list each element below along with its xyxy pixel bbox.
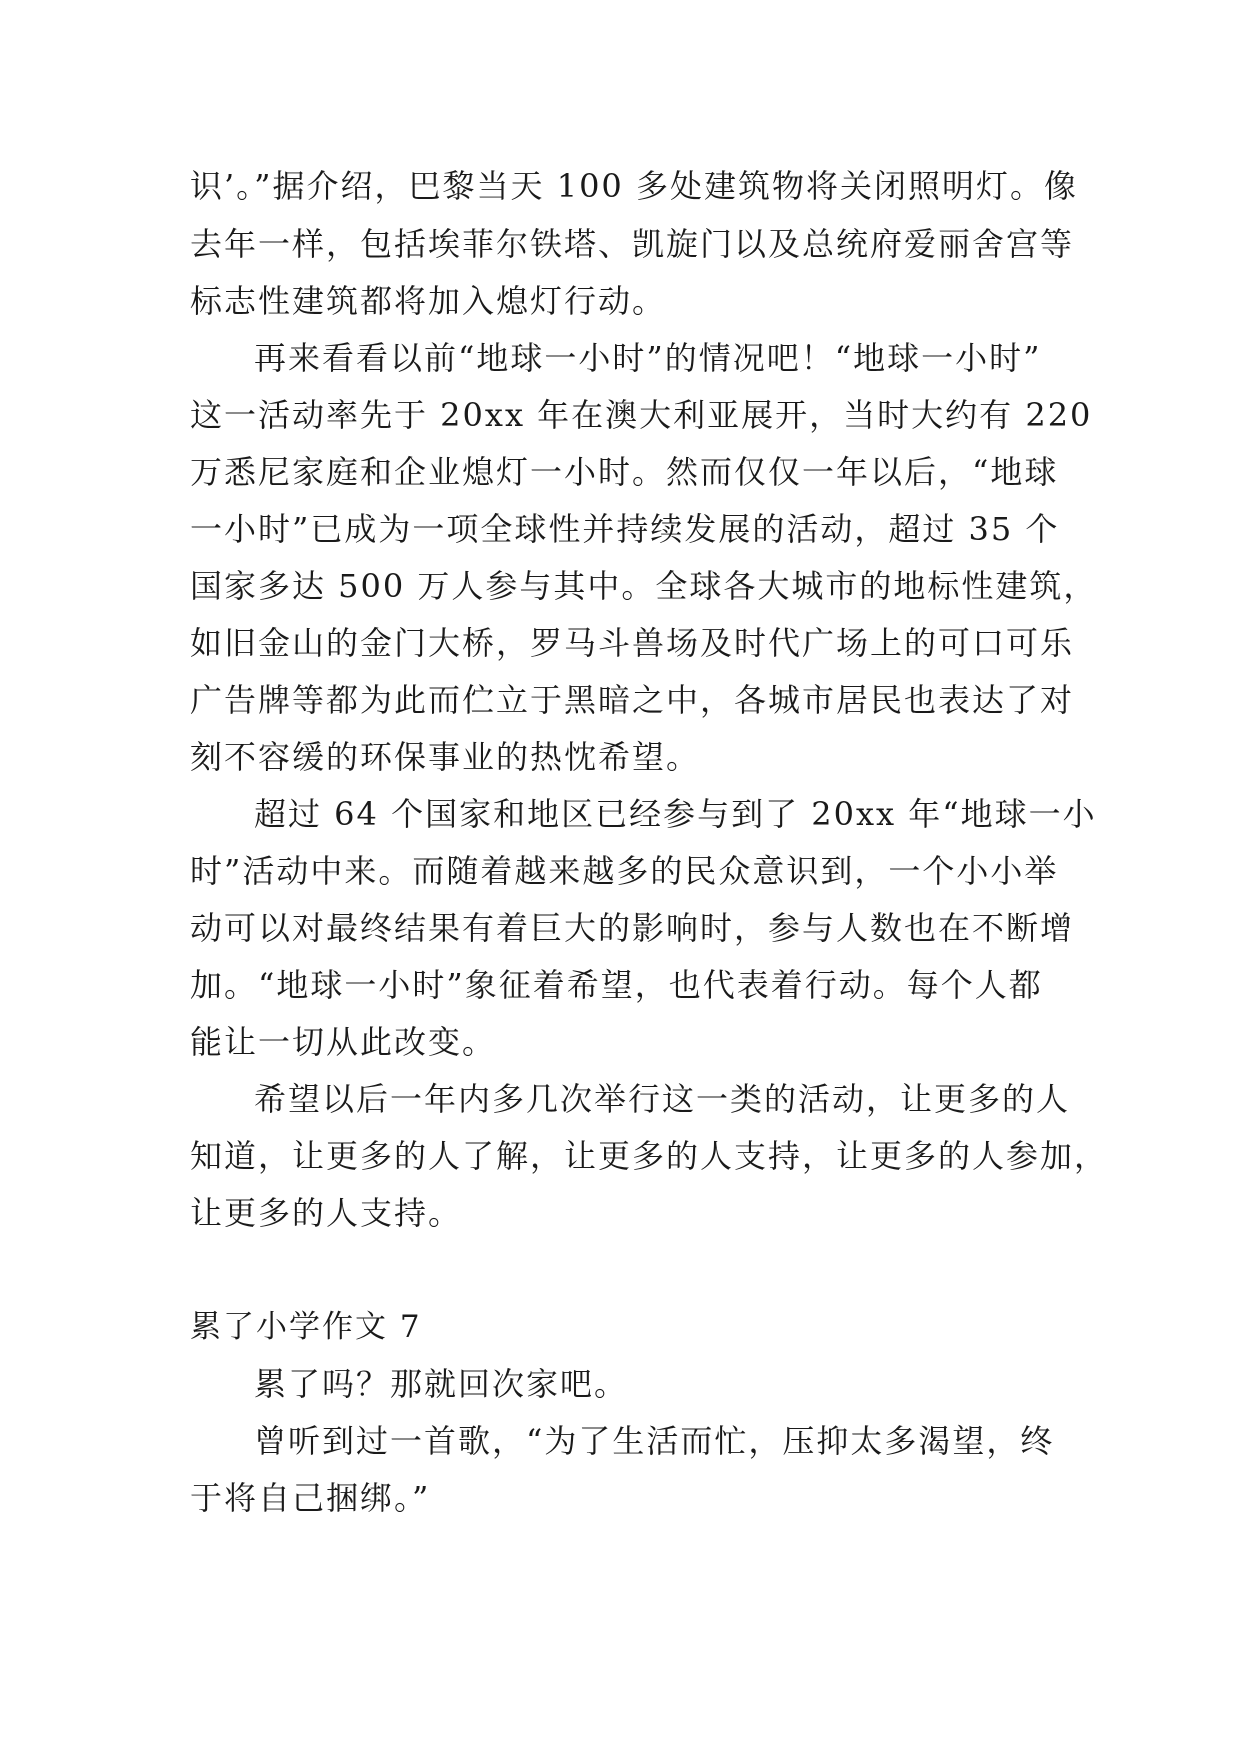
paragraph-2-line-2: 这一活动率先于 20xx 年在澳大利亚展开，当时大约有 220 (190, 396, 1093, 434)
paragraph-4-line-3: 让更多的人支持。 (190, 1194, 463, 1232)
paragraph-2-line-3: 万悉尼家庭和企业熄灯一小时。然而仅仅一年以后，“地球 (190, 453, 1059, 491)
paragraph-3-line-2: 时”活动中来。而随着越来越多的民众意识到，一个小小举 (190, 852, 1059, 890)
paragraph-1-line-2: 去年一样，包括埃菲尔铁塔、凯旋门以及总统府爱丽舍宫等 (190, 225, 1075, 263)
section-title: 累了小学作文 7 (190, 1309, 422, 1345)
paragraph-4-line-1: 希望以后一年内多几次举行这一类的活动，让更多的人 (254, 1080, 1071, 1118)
paragraph-1-line-3: 标志性建筑都将加入熄灯行动。 (190, 282, 667, 320)
paragraph-4-line-2: 知道，让更多的人了解，让更多的人支持，让更多的人参加， (190, 1137, 1109, 1175)
paragraph-6-line-2: 于将自己捆绑。” (190, 1479, 431, 1517)
paragraph-6-line-1: 曾听到过一首歌，“为了生活而忙，压抑太多渴望，终 (254, 1422, 1055, 1460)
paragraph-2-line-7: 广告牌等都为此而伫立于黑暗之中，各城市居民也表达了对 (190, 681, 1075, 719)
paragraph-2-line-1: 再来看看以前“地球一小时”的情况吧！“地球一小时” (254, 339, 1042, 377)
paragraph-1-line-1: 识’。”据介绍，巴黎当天 100 多处建筑物将关闭照明灯。像 (190, 167, 1078, 205)
paragraph-2-line-4: 一小时”已成为一项全球性并持续发展的活动，超过 35 个 (190, 510, 1060, 548)
paragraph-3-line-3: 动可以对最终结果有着巨大的影响时，参与人数也在不断增 (190, 909, 1075, 947)
paragraph-2-line-5: 国家多达 500 万人参与其中。全球各大城市的地标性建筑， (190, 567, 1098, 605)
paragraph-3-line-1: 超过 64 个国家和地区已经参与到了 20xx 年“地球一小 (254, 795, 1097, 833)
paragraph-3-line-5: 能让一切从此改变。 (190, 1023, 497, 1061)
paragraph-5-line-1: 累了吗？那就回次家吧。 (254, 1365, 629, 1403)
paragraph-2-line-6: 如旧金山的金门大桥，罗马斗兽场及时代广场上的可口可乐 (190, 624, 1075, 662)
paragraph-2-line-8: 刻不容缓的环保事业的热忱希望。 (190, 738, 701, 776)
paragraph-3-line-4: 加。“地球一小时”象征着希望，也代表着行动。每个人都 (190, 966, 1043, 1004)
